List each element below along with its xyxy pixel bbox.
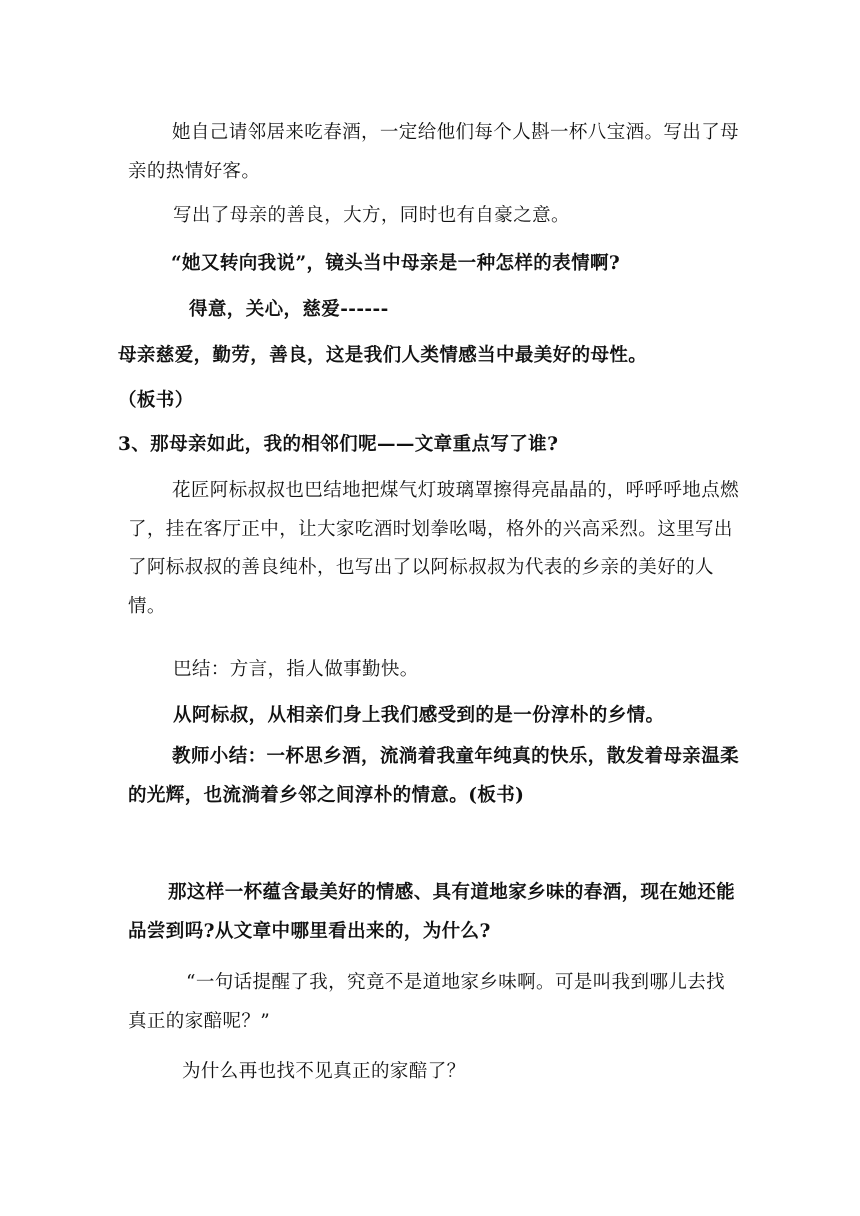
paragraph-mother-kindness: 写出了母亲的善良，大方，同时也有自豪之意。 (173, 205, 570, 226)
paragraph-question-neighbors: 3、那母亲如此，我的相邻们呢——文章重点写了谁? (118, 434, 559, 455)
paragraph-uncle-biao: 花匠阿标叔叔也巴结地把煤气灯玻璃罩擦得亮晶晶的，呼呼呼地点燃了，挂在客厅正中，让大家吃酒时划拳吆喝，格外的兴高采烈。这里写出了阿标叔叔的善良纯朴，也写出了以阿标叔叔为代表的乡亲的美好的人情。 (128, 480, 740, 617)
paragraph-blackboard-note-1: （板书） (118, 390, 194, 411)
paragraph-motherhood: 母亲慈爱，勤劳，善良，这是我们人类情感当中最美好的母性。 (118, 345, 648, 366)
paragraph-village-feeling: 从阿标叔，从相亲们身上我们感受到的是一份淳朴的乡情。 (173, 705, 665, 726)
paragraph-dialect-note: 巴结：方言，指人做事勤快。 (173, 659, 419, 680)
paragraph-neighbors-wine: 她自己请邻居来吃春酒，一定给他们每个人斟一杯八宝酒。写出了母亲的热情好客。 (128, 122, 740, 182)
paragraph-answer-expression: 得意，关心，慈爱------ (189, 299, 389, 320)
paragraph-quote-home-brew: “一句话提醒了我，究竟不是道地家乡味啊。可是叫我到哪儿去找真正的家醅呢？” (128, 972, 726, 1032)
paragraph-teacher-summary: 教师小结：一杯思乡酒，流淌着我童年纯真的快乐，散发着母亲温柔的光辉，也流淌着乡邻之间淳朴的情意。(板书) (128, 746, 740, 806)
paragraph-question-home-brew: 为什么再也找不见真正的家醅了？ (182, 1061, 466, 1082)
paragraph-question-expression: “她又转向我说”，镜头当中母亲是一种怎样的表情啊? (171, 253, 621, 274)
paragraph-question-spring-wine: 那这样一杯蕴含最美好的情感、具有道地家乡味的春酒，现在她还能品尝到吗?从文章中哪里看出来的，为什么? (128, 882, 736, 942)
